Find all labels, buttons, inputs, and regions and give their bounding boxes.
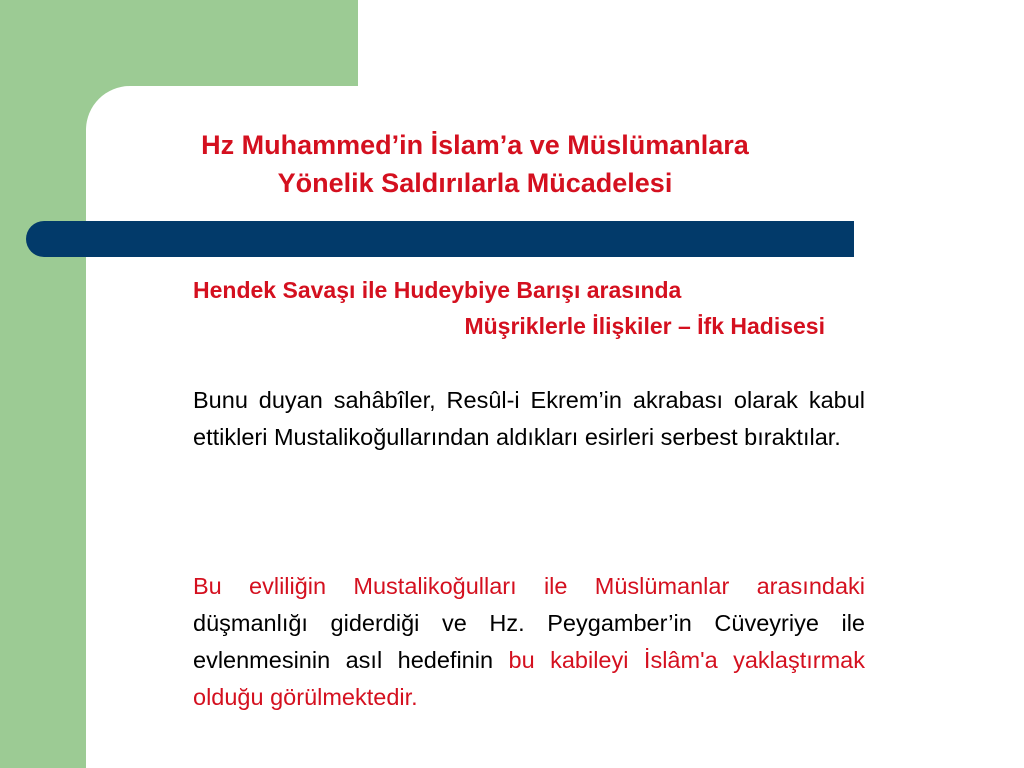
title-line-1: Hz Muhammed’in İslam’a ve Müslümanlara [201, 130, 749, 160]
subtitle-line-2: Müşriklerle İlişkiler – İfk Hadisesi [464, 313, 825, 339]
paragraph-2-red-part-2: bu kabileyi İslâm'a yaklaştırmak olduğu görülmektedir. [193, 647, 865, 710]
navy-divider-bar [26, 221, 854, 257]
slide-title [140, 126, 810, 202]
paragraph-2-black-part: düşmanlığı giderdiği ve Hz. Peygamber’in Cüveyriye ile evlenmesinin asıl hedefinin [193, 610, 865, 673]
paragraph-1: Bunu duyan sahâbîler, Resûl-i Ekrem’in akrabası olarak kabul ettikleri Mustalikoğullarından aldıkları esirleri serbest bıraktılar. [193, 387, 865, 450]
subtitle-line-1: Hendek Savaşı ile Hudeybiye Barışı arasında [193, 277, 682, 303]
title-line-2: Yönelik Saldırılarla Mücadelesi [277, 168, 673, 198]
paragraph-2 [193, 568, 865, 716]
paragraph-2-red-part-1: Bu evliliğin Mustalikoğulları ile Müslümanlar arasındaki [193, 573, 865, 599]
slide-subtitle [193, 272, 865, 344]
